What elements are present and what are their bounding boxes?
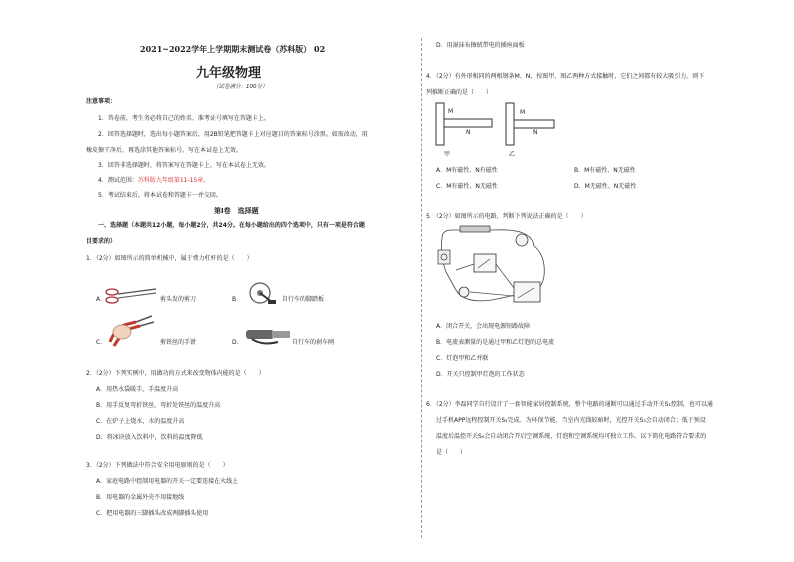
q3-option-b: B．用电器的金属外壳不用接地线	[96, 494, 185, 501]
q5-stem: 5．（2分）如图所示的电路，判断下列说法正确的是（ ）	[426, 213, 587, 220]
note-1: 1．答卷前，考生务必将自己的姓名、准考证号填写在答题卡上。	[98, 115, 270, 122]
q6-stem-2: 过手机APP远程控制开关S₂完成。为环保节能，当室内光线较暗时，光控开关S₃会自动闭合；低于预设	[436, 417, 706, 424]
q4-option-c: C．M有磁性、N无磁性	[436, 183, 498, 190]
q3-stem: 3．（2分）下列做法中符合安全用电原则的是（ ）	[86, 462, 229, 469]
q4-fig-n2: N	[533, 129, 538, 136]
q1-option-d-label: 自行车的刹车闸	[292, 339, 335, 346]
note-5: 5．考试结束后，将本试卷和答题卡一并交回。	[98, 192, 222, 199]
q1-option-a-label: 剪头发的剪刀	[160, 296, 197, 303]
note-4	[98, 177, 209, 184]
q5-option-c: C．灯泡甲和乙并联	[436, 355, 489, 362]
score-note: （试卷满分：100分）	[213, 84, 268, 90]
q5-circuit-diagram	[434, 226, 562, 314]
q2-option-b: B．用手反复弯折铁丝，弯折处铁丝的温度升高	[96, 402, 221, 409]
subject-title: 九年级物理	[196, 66, 262, 81]
brake-lever-icon	[246, 322, 290, 346]
q2-stem: 2．（2分）下列实例中，用做功的方式来改变物体内能的是（ ）	[86, 370, 265, 377]
section-instruction-cont: 目要求的）	[86, 238, 117, 245]
q1-option-a-letter: A．	[96, 296, 107, 303]
magnet-figure-yi	[500, 103, 556, 145]
pliers-hand-icon	[106, 312, 156, 348]
q1-option-d-letter: D．	[232, 339, 243, 346]
q1-stem: 1．（2分）如图所示的简单机械中，属于费力杠杆的是（ ）	[86, 255, 253, 262]
q1-option-c-letter: C．	[96, 339, 107, 346]
q5-option-d: D．开关只控制甲灯泡的工作状态	[436, 371, 525, 378]
q4-stem-cont: 列推断正确的是（ ）	[426, 89, 493, 96]
q3-option-d: D．用湿抹布擦拭带电的插座面板	[436, 42, 525, 49]
bike-pedal-icon	[248, 280, 276, 306]
note-4-prefix: 4．测试范围：	[98, 177, 138, 184]
scissors-icon	[104, 287, 156, 305]
note-4-scope: 苏科版九年级第11-15章。	[137, 177, 210, 184]
magnet-figure-jia	[432, 103, 494, 145]
notes-heading: 注意事项：	[86, 98, 117, 105]
q5-option-a: A．闭合开关，会出现电源短路故障	[436, 323, 531, 330]
q1-option-b-letter: B．	[232, 296, 243, 303]
q1-option-c-label: 剪铁丝的手钳	[160, 339, 197, 346]
q4-fig-m2: M	[520, 109, 526, 116]
note-2-cont: 橡皮擦干净后，再选涂其他答案标号。写在本试卷上无效。	[86, 147, 243, 154]
q4-fig-m1: M	[448, 108, 454, 115]
column-divider	[421, 38, 422, 538]
q5-option-b: B．电流表测量的是通过甲和乙灯泡的总电流	[436, 339, 555, 346]
q2-option-a: A．用热水袋暖手，手温度升高	[96, 386, 179, 393]
note-3: 3．回答非选择题时，将答案写在答题卡上。写在本试卷上无效。	[98, 162, 270, 169]
q6-stem: 6．（2分）李磊同学自行设计了一套智能家居控制系统，整个电路的通断可以通过手动开关S₁控制，也可以通	[426, 401, 713, 408]
q4-fig-n1: N	[466, 129, 471, 136]
q4-fig-label-yi: 乙	[509, 151, 516, 158]
q4-fig-label-jia: 甲	[444, 151, 451, 158]
exam-title: 2021~2022学年上学期期末测试卷（苏科版） 02	[140, 44, 326, 54]
q3-option-a: A．家庭电路中控制用电器的开关一定要连接在火线上	[96, 478, 239, 485]
q4-option-a: A．M有磁性、N有磁性	[436, 167, 498, 174]
q6-stem-3: 温度后温控开关S₄会自动闭合开启空调系统，灯泡和空调系统均可独立工作。以下简化电路符合要求的	[436, 433, 707, 440]
q6-stem-4: 是（ ）	[436, 449, 467, 456]
q1-option-b-label: 自行车的脚踏板	[282, 296, 325, 303]
q2-option-c: C．在炉子上烧水，水的温度升高	[96, 418, 185, 425]
q3-option-c: C．把用电器的三脚插头改成两脚插头使用	[96, 510, 209, 517]
q4-stem: 4．（2分）有外形相同的两根钢条M、N，按图甲、图乙两种方式接触时，它们之间都有较大吸引力。则下	[426, 73, 705, 80]
section-instruction: 一、选择题（本题共12小题，每小题2分，共24分。在每小题给出的四个选项中，只有一项是符合题	[98, 222, 365, 229]
q2-option-d: D．将冰块放入饮料中，饮料的温度降低	[96, 434, 203, 441]
note-2: 2．回答选择题时，选出每小题答案后，用2B铅笔把答题卡上对应题目的答案标号涂黑。如需改动，用	[98, 131, 368, 138]
section-title: 第Ⅰ卷 选择题	[214, 207, 259, 215]
q4-option-d: D．M无磁性、N无磁性	[574, 183, 637, 190]
q4-option-b: B．M有磁性、N无磁性	[574, 167, 636, 174]
